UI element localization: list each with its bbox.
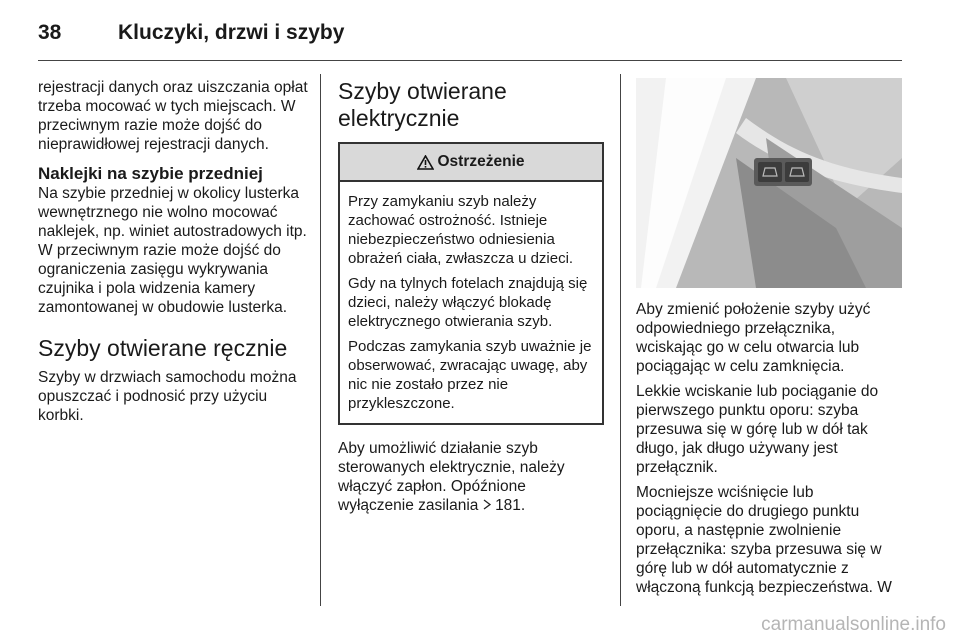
ignition-paragraph [338, 439, 604, 515]
column-2 [338, 78, 604, 521]
ignition-text: Aby umożliwić działanie szyb sterowanych elektrycznie, należy włączyć zapłon. Opóźnione wyłączenie zasilania [338, 440, 565, 514]
warning-title: Ostrzeżenie [437, 153, 525, 170]
stickers-paragraph: Na szybie przedniej w okolicy lusterka wewnętrznego nie wolno mocować naklejek, np. winiet autostradowych itp. W przeciwnym razie może dojść do ograniczenia zasięgu wykrywania czujnika i pola widzenia kamery zamontowanej w obudowie lusterka. [38, 185, 307, 316]
manual-windows-paragraph: Szyby w drzwiach samochodu można opuszczać i podnosić przy użyciu korbki. [38, 369, 297, 424]
warning-paragraph-3: Podczas zamykania szyb uważnie je obserwować, zwracając uwagę, aby nic nie zostało przez nie przykleszczone. [348, 338, 592, 412]
column-divider-1 [320, 74, 321, 606]
warning-box [338, 142, 604, 425]
reference-page-link[interactable]: 181. [495, 497, 526, 514]
reference-arrow-icon [483, 497, 491, 514]
column-3 [636, 78, 902, 603]
warning-paragraph-1: Przy zamykaniu szyb należy zachować ostrożność. Istnieje niebezpieczeństwo odniesienia obrażeń ciała, zwłaszcza u dzieci. [348, 193, 574, 267]
watermark: carmanualsonline.info [761, 614, 946, 635]
intro-paragraph: rejestracji danych oraz uiszczania opłat trzeba mocować w tych miejscach. W przeciwnym razie może dojść do nieprawidłowej rejestracji danych. [38, 79, 308, 153]
manual-windows-heading: Szyby otwierane ręcznie [38, 335, 288, 361]
electric-windows-heading: Szyby otwierane elektrycznie [338, 78, 507, 131]
chapter-title: Kluczyki, drzwi i szyby [118, 21, 345, 44]
operation-paragraph-3: Mocniejsze wciśnięcie lub pociągnięcie do drugiego punktu oporu, a następnie zwolnienie przełącznika: szyba przesuwa się w górę lub w dół automatycznie z włączoną funkcją bezpieczeństwa. W [636, 484, 892, 596]
warning-paragraph-2: Gdy na tylnych fotelach znajdują się dzieci, należy włączyć blokadę elektrycznego otwierania szyb. [348, 275, 588, 330]
warning-body [340, 182, 602, 423]
stickers-heading: Naklejki na szybie przedniej [38, 164, 263, 183]
page-number: 38 [38, 21, 62, 44]
operation-paragraph-2: Lekkie wciskanie lub pociąganie do pierwszego punktu oporu: szyba przesuwa się w górę lub w dół tak długo, jak długo używany jest przełącznik. [636, 383, 879, 476]
warning-triangle-icon [417, 155, 434, 170]
operation-paragraph-1: Aby zmienić położenie szyby użyć odpowiedniego przełącznika, wciskając go w celu otwarcia lub pociągając w celu zamknięcia. [636, 301, 871, 375]
window-switch-photo [636, 78, 902, 288]
page-header [38, 18, 344, 48]
column-divider-2 [620, 74, 621, 606]
header-rule [38, 60, 902, 61]
column-1 [38, 78, 308, 431]
warning-header [340, 144, 602, 182]
